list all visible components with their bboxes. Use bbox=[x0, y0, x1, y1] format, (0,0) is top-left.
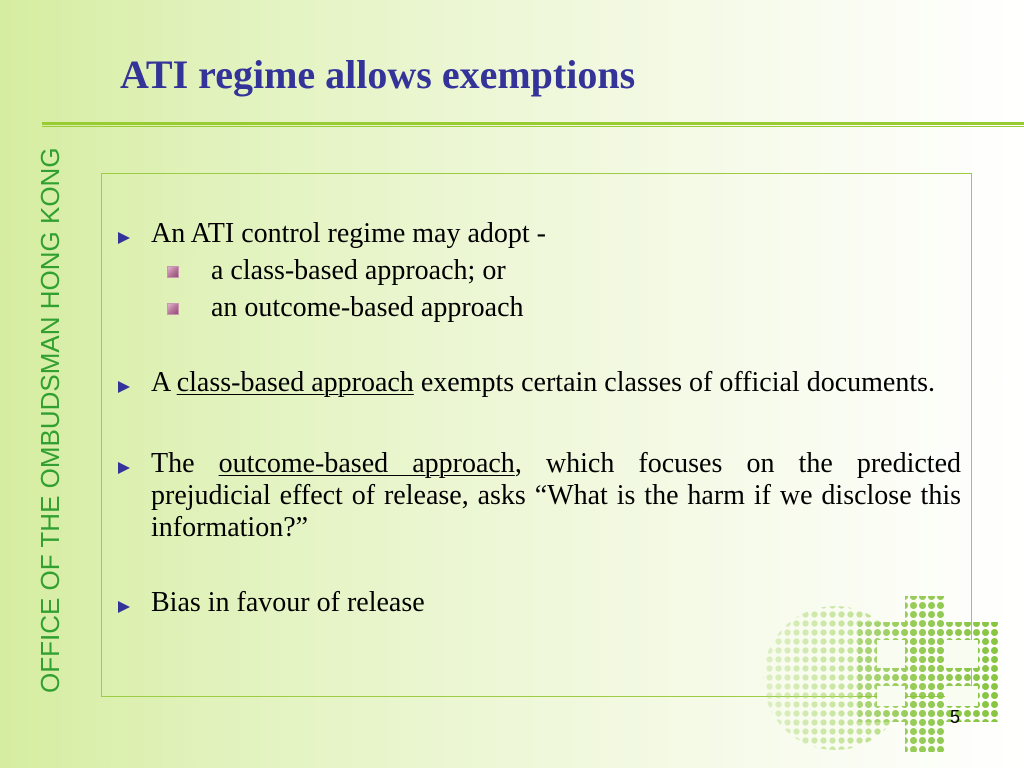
bullet-text: Bias in favour of release bbox=[151, 587, 425, 618]
square-bullet-icon bbox=[167, 303, 179, 315]
page-number: 5 bbox=[950, 707, 961, 727]
title-divider bbox=[42, 122, 1024, 127]
bullet-item bbox=[118, 218, 961, 250]
logo-opening bbox=[877, 640, 905, 668]
bullet-item bbox=[118, 448, 961, 544]
square-bullet-icon bbox=[167, 266, 179, 278]
slide-title: ATI regime allows exemptions bbox=[120, 52, 636, 97]
underlined-term: class-based approach bbox=[176, 367, 414, 398]
logo-opening bbox=[877, 686, 905, 706]
bullet-item bbox=[118, 367, 961, 399]
logo-opening bbox=[945, 640, 978, 668]
triangle-bullet-icon bbox=[118, 381, 130, 393]
triangle-bullet-icon bbox=[118, 601, 130, 613]
ombudsman-logo bbox=[756, 592, 1006, 758]
logo-opening bbox=[945, 686, 978, 706]
triangle-bullet-icon bbox=[118, 232, 130, 244]
underlined-term: outcome-based approach bbox=[218, 448, 515, 479]
triangle-bullet-icon bbox=[118, 462, 130, 474]
bullet-text-suffix: exempts certain classes of official documents. bbox=[413, 367, 936, 398]
sub-bullet-text: a class-based approach; or bbox=[211, 255, 506, 286]
side-label: OFFICE OF THE OMBUDSMAN HONG KONG bbox=[35, 147, 65, 693]
bullet-text-suffix: , which focuses on the predicted prejudicial effect of release, asks “What is the harm if we disclose this information?” bbox=[151, 448, 961, 543]
bullet-text: An ATI control regime may adopt - bbox=[151, 218, 547, 249]
sub-bullet-text: an outcome-based approach bbox=[211, 292, 524, 323]
bullet-text bbox=[151, 367, 961, 399]
sub-bullet-item bbox=[167, 255, 961, 287]
bullet-text-prefix: The bbox=[151, 448, 219, 479]
bullet-text-prefix: A bbox=[151, 367, 177, 398]
bullet-text bbox=[151, 448, 961, 544]
sub-bullet-item bbox=[167, 292, 961, 324]
logo-stem bbox=[905, 596, 945, 752]
